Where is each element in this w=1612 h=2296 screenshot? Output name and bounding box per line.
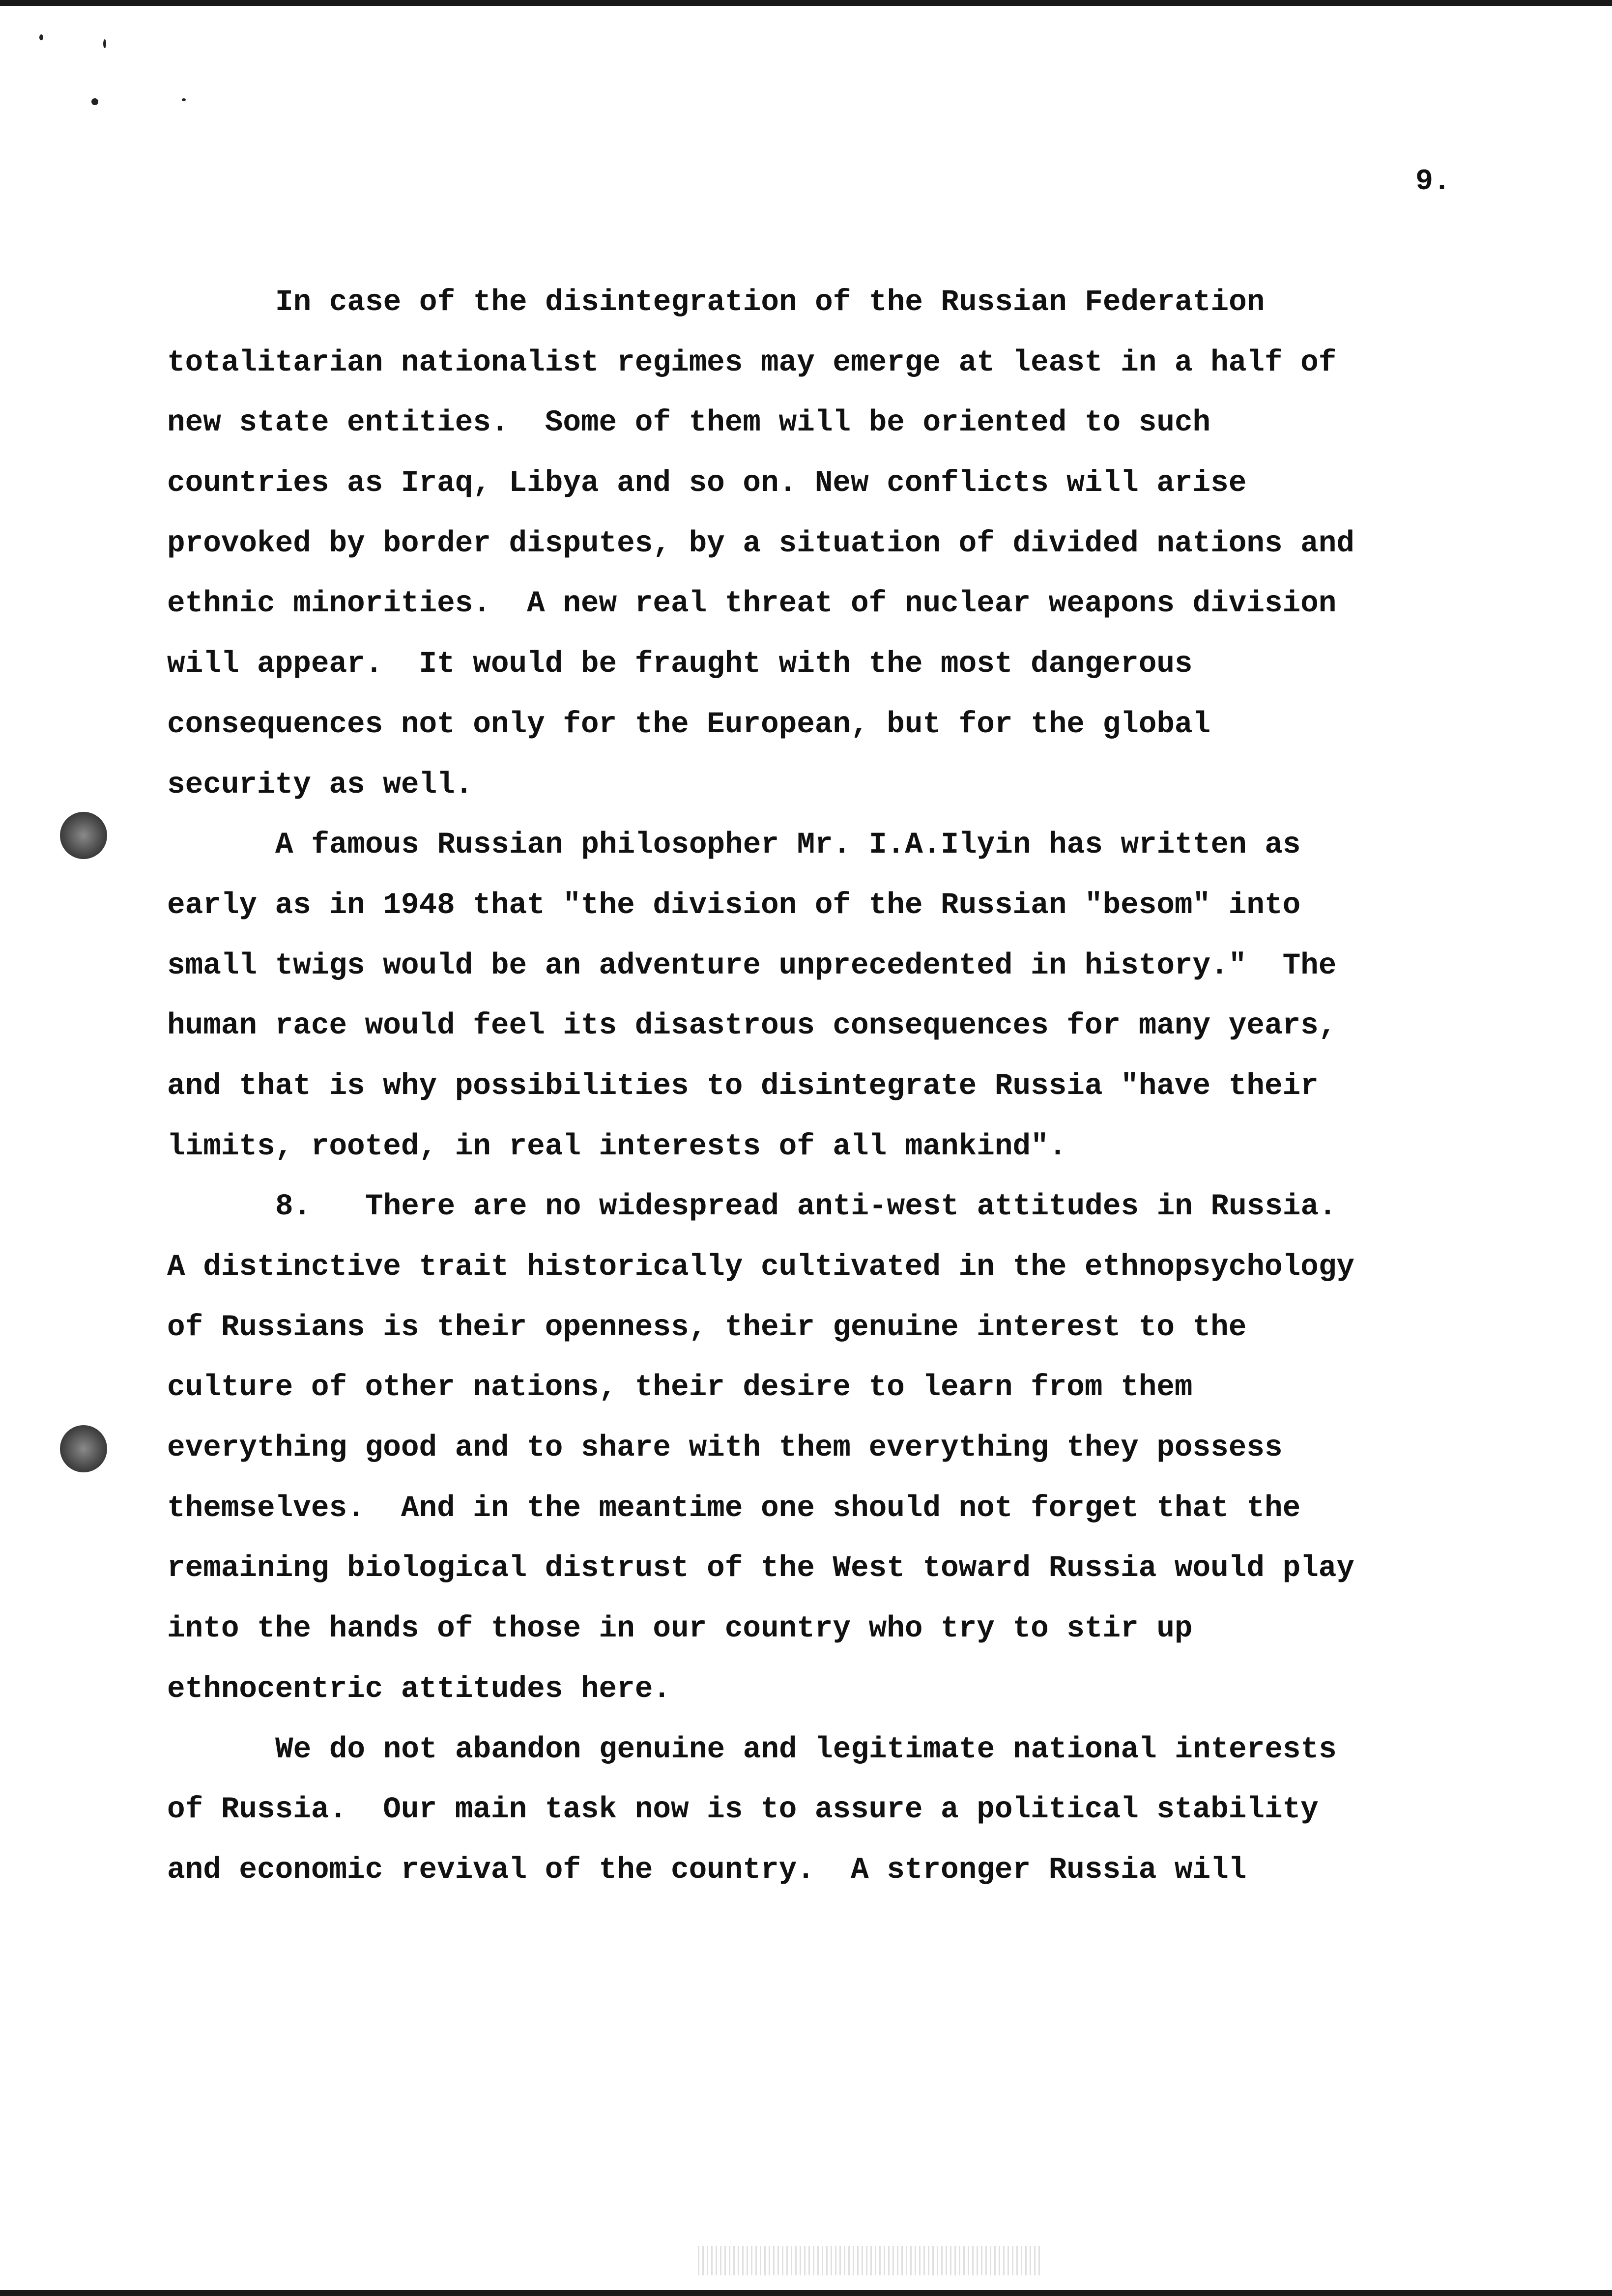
text-line: limits, rooted, in real interests of all mankind". [167, 1129, 1067, 1164]
text-line: 8. There are no widespread anti-west attitudes in Russia. [275, 1190, 1337, 1224]
bottom-scan-border [0, 2290, 1612, 2296]
text-line: small twigs would be an adventure unprecedented in history." The [167, 948, 1337, 983]
text-line: ethnic minorities. A new real threat of nuclear weapons division [167, 587, 1337, 621]
text-line: A distinctive trait historically cultivated in the ethnopsychology [167, 1250, 1354, 1284]
punch-hole-top [60, 812, 107, 859]
text-line: and economic revival of the country. A stronger Russia will [167, 1853, 1247, 1887]
text-line: of Russians is their openness, their genuine interest to the [167, 1310, 1247, 1345]
text-line: We do not abandon genuine and legitimate national interests [275, 1732, 1337, 1767]
punch-hole-bottom [60, 1425, 107, 1472]
text-line: consequences not only for the European, but for the global [167, 707, 1211, 742]
text-line: totalitarian nationalist regimes may emerge at least in a half of [167, 345, 1337, 380]
text-line: will appear. It would be fraught with the most dangerous [167, 647, 1193, 682]
scan-speck [182, 98, 186, 101]
text-line: early as in 1948 that "the division of the Russian "besom" into [167, 888, 1301, 922]
text-line: of Russia. Our main task now is to assure a political stability [167, 1793, 1319, 1827]
text-line: security as well. [167, 768, 473, 802]
text-line: culture of other nations, their desire to learn from them [167, 1371, 1193, 1405]
document-body [167, 273, 1455, 1901]
text-line: countries as Iraq, Libya and so on. New conflicts will arise [167, 466, 1247, 501]
text-line: remaining biological distrust of the West toward Russia would play [167, 1551, 1354, 1586]
text-line: and that is why possibilities to disintegrate Russia "have their [167, 1069, 1319, 1103]
text-line: ethnocentric attitudes here. [167, 1672, 671, 1706]
text-line: new state entities. Some of them will be oriented to such [167, 406, 1211, 440]
scan-speck [103, 39, 106, 48]
text-line: human race would feel its disastrous consequences for many years, [167, 1009, 1337, 1043]
text-line: In case of the disintegration of the Russian Federation [275, 286, 1265, 319]
top-scan-border [0, 0, 1612, 6]
text-line: provoked by border disputes, by a situation of divided nations and [167, 526, 1354, 561]
text-line: everything good and to share with them everything they possess [167, 1431, 1283, 1465]
scan-speck [91, 98, 98, 105]
text-line: A famous Russian philosopher Mr. I.A.Ilyin has written as [275, 828, 1301, 862]
text-line: themselves. And in the meantime one should not forget that the [167, 1491, 1301, 1525]
scan-speck [39, 34, 43, 40]
scan-smudge [698, 2246, 1042, 2275]
page-number: 9. [1415, 165, 1451, 199]
text-line: into the hands of those in our country who try to stir up [167, 1612, 1193, 1646]
